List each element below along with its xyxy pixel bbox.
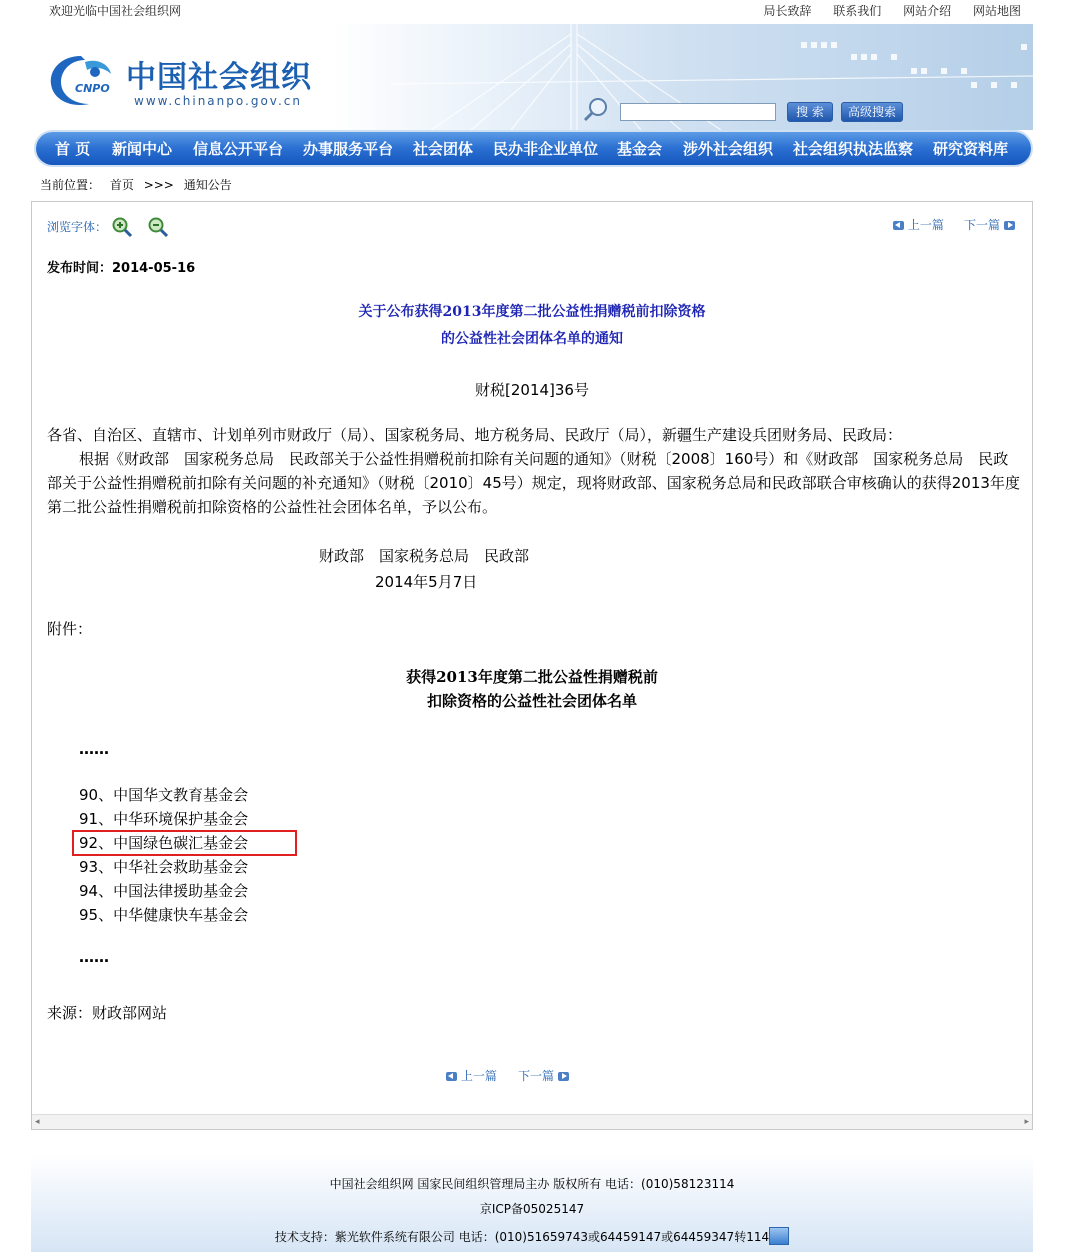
nav-law-enforcement[interactable]: 社会组织执法监察 xyxy=(793,140,914,158)
cnpo-logo-icon xyxy=(45,50,117,110)
logo-text: CNPO xyxy=(75,82,110,95)
font-size-label: 浏览字体： xyxy=(47,220,108,234)
arrow-left-icon xyxy=(893,221,904,230)
footer-tech-support-text: 技术支持：紫光软件系统有限公司 电话：(010)51659743或64459147或64459347转114 xyxy=(274,1230,770,1244)
article-panel xyxy=(31,201,1033,1130)
publish-time: 发布时间：2014-05-16 xyxy=(47,261,196,276)
breadcrumb-home[interactable]: 首页 xyxy=(109,178,134,192)
article-title-line1: 关于公布获得2013年度第二批公益性捐赠税前扣除资格 xyxy=(358,304,706,320)
link-contact-us[interactable]: 联系我们 xyxy=(833,4,882,18)
zoom-in-icon[interactable] xyxy=(111,216,133,238)
zoom-out-icon[interactable] xyxy=(147,216,169,238)
next-article-top[interactable] xyxy=(964,216,1015,233)
list-item: 93、中华社会救助基金会 xyxy=(79,858,249,876)
list-item: 90、中国华文教育基金会 xyxy=(79,786,249,804)
footer xyxy=(31,1155,1033,1252)
list-item: 94、中国法律援助基金会 xyxy=(79,882,249,900)
header-banner xyxy=(31,24,1033,130)
next-label: 下一篇 xyxy=(964,218,1001,232)
article-source: 来源：财政部网站 xyxy=(47,1004,168,1022)
breadcrumb-separator: >>> xyxy=(143,178,174,192)
breadcrumb-current[interactable]: 通知公告 xyxy=(183,178,232,192)
welcome-text: 欢迎光临中国社会组织网 xyxy=(49,4,182,18)
horizontal-scrollbar[interactable] xyxy=(32,1114,1032,1129)
prev-article-bottom[interactable] xyxy=(446,1067,497,1084)
statistics-icon[interactable] xyxy=(769,1227,789,1245)
arrow-left-icon xyxy=(446,1072,457,1081)
top-bar xyxy=(31,0,1033,24)
article-title-line2: 的公益性社会团体名单的通知 xyxy=(441,331,623,347)
attachment-title-line2: 扣除资格的公益性社会团体名单 xyxy=(426,692,637,710)
prev-label: 上一篇 xyxy=(460,1069,497,1083)
link-director-speech[interactable]: 局长致辞 xyxy=(763,4,812,18)
footer-copyright: 中国社会组织网 国家民间组织管理局主办 版权所有 电话：(010)58123114 xyxy=(329,1177,735,1191)
ellipsis-bottom: …… xyxy=(79,948,109,966)
link-site-intro[interactable]: 网站介绍 xyxy=(903,4,952,18)
advanced-search-button[interactable]: 高级搜索 xyxy=(841,102,903,122)
list-item: 91、中华环境保护基金会 xyxy=(79,810,249,828)
list-item: 95、中华健康快车基金会 xyxy=(79,906,249,924)
magnifier-icon xyxy=(583,97,609,123)
top-links xyxy=(745,0,1021,22)
main-nav xyxy=(31,131,1033,167)
signers: 财政部 国家税务总局 民政部 xyxy=(319,547,530,565)
scroll-left-icon[interactable]: ◂ xyxy=(35,1117,40,1127)
footer-tech-support xyxy=(31,1227,1033,1245)
article-body: 根据《财政部 国家税务总局 民政部关于公益性捐赠税前扣除有关问题的通知》（财税〔2008〕160号）和《财政部 国家税务总局 民政部关于公益性捐赠税前扣除有关问题的补充通知》（财税〔2010〕45号）规定，现将财政部、国家税务总局和民政部联合审核确认的获得2013年度第二批公益性捐赠税前扣除资格的公益性社会团体名单，予以公布。 xyxy=(47,450,1020,516)
red-highlight-box xyxy=(72,830,297,856)
next-label: 下一篇 xyxy=(518,1069,555,1083)
nav-service-platform[interactable]: 办事服务平台 xyxy=(303,140,394,158)
document-number: 财税[2014]36号 xyxy=(475,381,589,399)
link-site-map[interactable]: 网站地图 xyxy=(972,4,1021,18)
breadcrumb xyxy=(31,176,1033,194)
list-item-highlighted: 92、中国绿色碳汇基金会 xyxy=(79,834,249,852)
addressee: 各省、自治区、直辖市、计划单列市财政厅（局）、国家税务局、地方税务局、民政厅（局），新疆生产建设兵团财务局、民政局： xyxy=(47,426,903,444)
site-name: 中国社会组织 xyxy=(126,60,312,95)
attachment-title-line1: 获得2013年度第二批公益性捐赠税前 xyxy=(406,668,658,686)
breadcrumb-label: 当前位置： xyxy=(40,178,101,192)
search-input[interactable] xyxy=(620,103,776,121)
prev-article-top[interactable] xyxy=(893,216,944,233)
ellipsis-top: …… xyxy=(79,740,109,758)
attachment-label: 附件： xyxy=(47,620,93,638)
scroll-right-icon[interactable]: ▸ xyxy=(1024,1117,1029,1127)
prev-label: 上一篇 xyxy=(907,218,944,232)
arrow-right-icon xyxy=(1004,221,1015,230)
nav-private-non-enterprise[interactable]: 民办非企业单位 xyxy=(493,140,599,158)
next-article-bottom[interactable] xyxy=(518,1067,569,1084)
nav-foreign-orgs[interactable]: 涉外社会组织 xyxy=(683,140,774,158)
nav-home[interactable]: 首 页 xyxy=(55,140,91,158)
search-button[interactable]: 搜 索 xyxy=(787,102,833,122)
site-url: www.chinanpo.gov.cn xyxy=(134,94,302,108)
nav-research-library[interactable]: 研究资料库 xyxy=(933,140,1009,158)
nav-news-center[interactable]: 新闻中心 xyxy=(112,140,173,158)
nav-social-groups[interactable]: 社会团体 xyxy=(413,140,474,158)
footer-icp: 京ICP备05025147 xyxy=(479,1202,585,1216)
arrow-right-icon xyxy=(558,1072,569,1081)
nav-info-disclosure[interactable]: 信息公开平台 xyxy=(193,140,284,158)
nav-foundations[interactable]: 基金会 xyxy=(617,140,663,158)
sign-date: 2014年5月7日 xyxy=(375,573,478,591)
